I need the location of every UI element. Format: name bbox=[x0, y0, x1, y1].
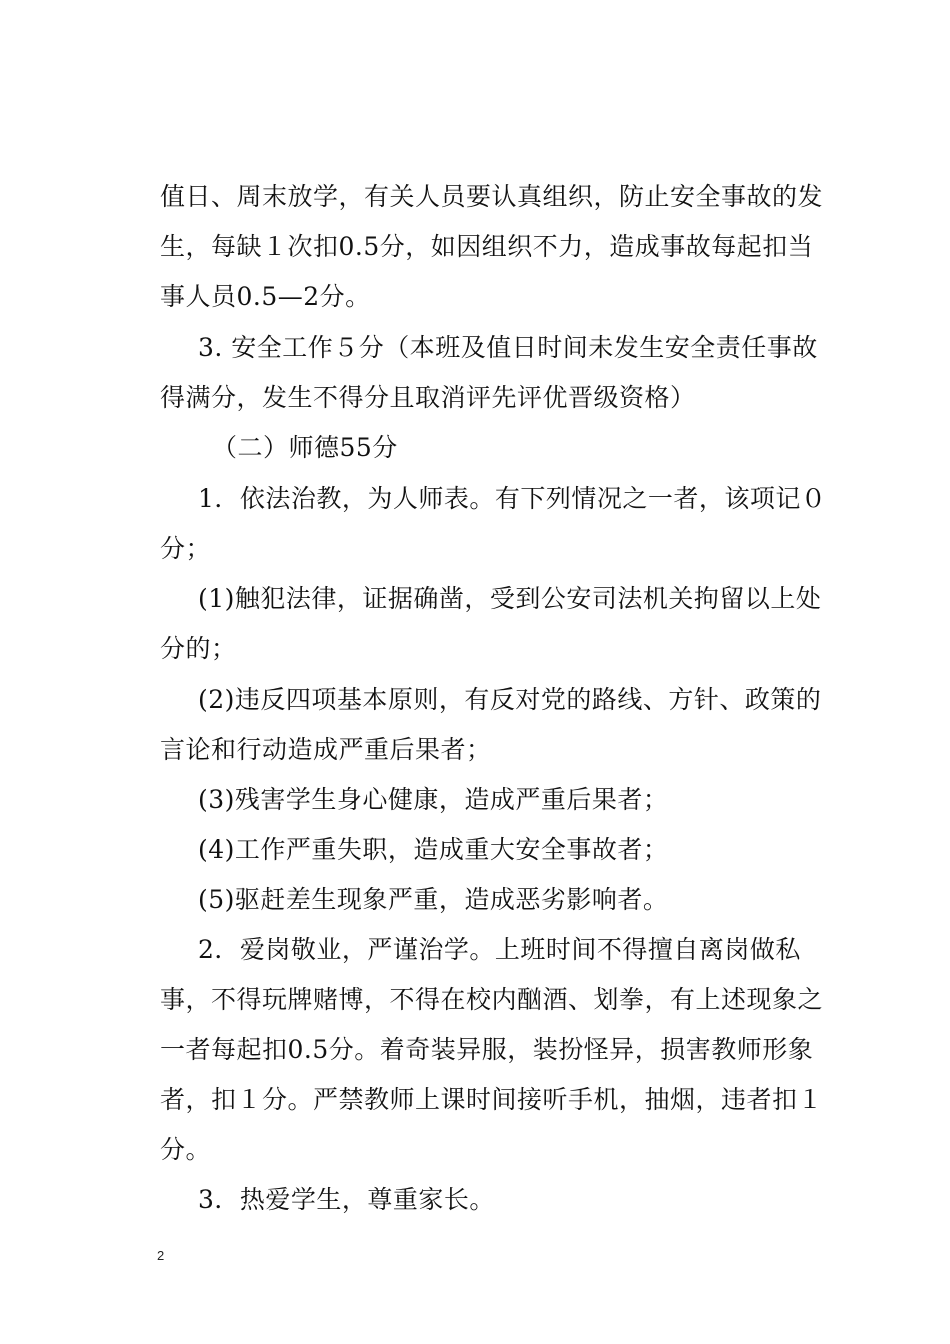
body-line-18: 一者每起扣0.5分。着奇装异服，装扮怪异，损害教师形象 bbox=[160, 1035, 814, 1064]
body-line-1: 值日、周末放学，有关人员要认真组织，防止安全事故的发 bbox=[160, 182, 824, 211]
section-heading: （二）师德55分 bbox=[212, 433, 398, 462]
body-line-5: 得满分，发生不得分且取消评先评优晋级资格） bbox=[160, 383, 696, 412]
body-line-12: 言论和行动造成严重后果者； bbox=[160, 735, 492, 764]
body-line-17: 事，不得玩牌赌博，不得在校内酗酒、划拳，有上述现象之 bbox=[160, 985, 824, 1014]
body-line-7: 1．依法治教，为人师表。有下列情况之一者，该项记０ bbox=[198, 484, 827, 513]
body-line-9: (1)触犯法律，证据确凿，受到公安司法机关拘留以上处 bbox=[198, 584, 822, 613]
body-line-11: (2)违反四项基本原则，有反对党的路线、方针、政策的 bbox=[198, 685, 822, 714]
body-line-2: 生，每缺１次扣0.5分，如因组织不力，造成事故每起扣当 bbox=[160, 232, 814, 261]
body-line-21: 3．热爱学生，尊重家长。 bbox=[198, 1185, 495, 1214]
body-line-16: 2．爱岗敬业，严谨治学。上班时间不得擅自离岗做私 bbox=[198, 935, 801, 964]
body-line-15: (5)驱赶差生现象严重，造成恶劣影响者。 bbox=[198, 885, 669, 914]
body-line-19: 者，扣１分。严禁教师上课时间接听手机，抽烟，违者扣１ bbox=[160, 1085, 824, 1114]
body-line-20: 分。 bbox=[160, 1135, 212, 1164]
body-line-14: (4)工作严重失职，造成重大安全事故者； bbox=[198, 835, 669, 864]
body-line-13: (3)残害学生身心健康，造成严重后果者； bbox=[198, 785, 669, 814]
body-line-3: 事人员0.5—2分。 bbox=[160, 282, 371, 311]
page-number: 2 bbox=[157, 1248, 165, 1263]
body-line-8: 分； bbox=[160, 534, 212, 563]
body-line-10: 分的； bbox=[160, 634, 237, 663]
body-line-4: 3. 安全工作５分（本班及值日时间未发生安全责任事故 bbox=[198, 333, 818, 362]
